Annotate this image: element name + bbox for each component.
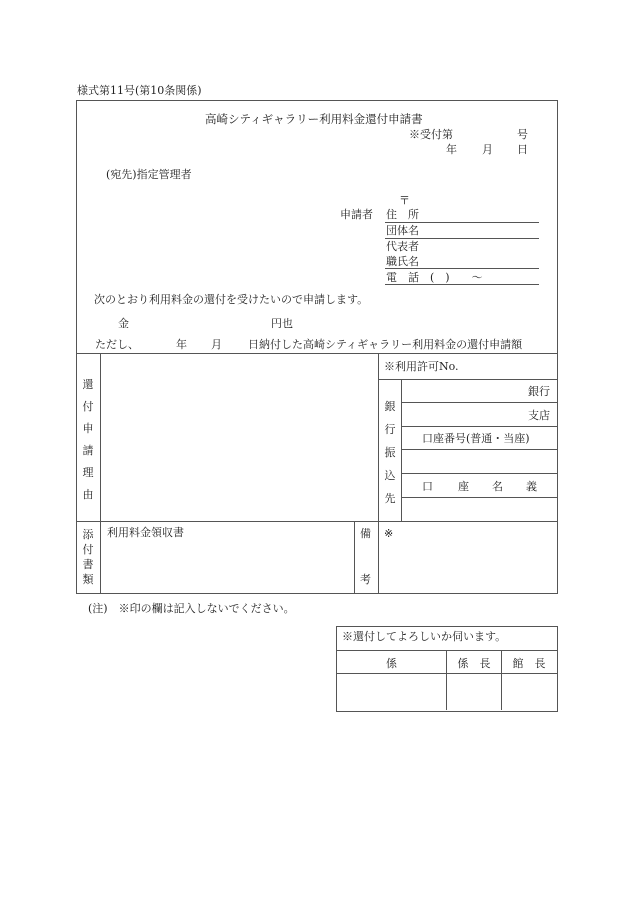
account-number-label: 口座番号(普通・当座) bbox=[422, 432, 530, 445]
form-number: 様式第11号(第10条関係) bbox=[77, 84, 202, 97]
phone-underline bbox=[385, 284, 539, 285]
proviso-prefix: ただし、 bbox=[95, 338, 139, 351]
bank-column-line bbox=[378, 353, 379, 593]
organization-field[interactable]: 団体名 bbox=[386, 224, 419, 237]
date-day: 日 bbox=[517, 143, 528, 156]
form-title: 高崎シティギャラリー利用料金還付申請書 bbox=[205, 112, 423, 126]
title-name-underline bbox=[385, 268, 539, 269]
reason-char: 付 bbox=[82, 400, 94, 413]
approval-header: ※還付してよろしいか伺います。 bbox=[342, 630, 507, 643]
account-number-value-line bbox=[401, 473, 557, 474]
amount-prefix: 金 bbox=[118, 317, 129, 330]
account-number-field[interactable] bbox=[402, 450, 556, 472]
phone-field[interactable]: 電 話 ( ) ～ bbox=[386, 271, 483, 284]
branch-name-field[interactable]: 支店 bbox=[528, 409, 550, 422]
bank-char: 先 bbox=[384, 492, 396, 505]
proviso-text: 日納付した高崎シティギャラリー利用料金の還付申請額 bbox=[248, 338, 523, 351]
attachments-label bbox=[80, 527, 96, 587]
bank-name-field[interactable]: 銀行 bbox=[528, 385, 550, 398]
permit-number: ※利用許可No. bbox=[384, 360, 459, 373]
reason-input-area[interactable] bbox=[102, 355, 377, 520]
attachments-char: 付 bbox=[82, 543, 94, 556]
bank-char: 込 bbox=[384, 469, 396, 482]
remarks-label-bottom: 考 bbox=[360, 573, 371, 586]
reason-char: 理 bbox=[82, 466, 94, 479]
receipt-number-suffix: 号 bbox=[517, 128, 528, 141]
section-divider bbox=[76, 353, 557, 354]
permit-divider bbox=[378, 379, 557, 380]
account-name-char: 口 bbox=[422, 480, 433, 493]
applicant-label: 申請者 bbox=[340, 208, 373, 221]
bank-char: 振 bbox=[384, 446, 396, 459]
bank-char: 行 bbox=[384, 423, 396, 436]
note: (注) ※印の欄は記入しないでください。 bbox=[88, 602, 295, 615]
account-name-char: 義 bbox=[526, 480, 537, 493]
bank-row-line bbox=[401, 402, 557, 403]
reason-char: 還 bbox=[82, 378, 94, 391]
account-name-char: 座 bbox=[458, 480, 469, 493]
title-name-field[interactable]: 職氏名 bbox=[386, 255, 419, 268]
label-column-line bbox=[100, 353, 101, 593]
proviso-year: 年 bbox=[176, 338, 187, 351]
statement: 次のとおり利用料金の還付を受けたいので申請します。 bbox=[94, 293, 369, 306]
reason-char: 由 bbox=[82, 488, 94, 501]
attachment-item: 利用料金領収書 bbox=[107, 526, 184, 539]
approval-col-chief: 係 長 bbox=[457, 657, 491, 670]
reason-char: 申 bbox=[82, 422, 94, 435]
remarks-mark: ※ bbox=[384, 527, 394, 540]
approval-col-staff: 係 bbox=[386, 657, 397, 670]
attachments-char: 書 bbox=[82, 558, 94, 571]
bank-char: 銀 bbox=[384, 400, 396, 413]
remarks-column-line bbox=[354, 521, 355, 593]
amount-suffix: 円也 bbox=[271, 317, 293, 330]
proviso-month: 月 bbox=[211, 338, 222, 351]
address-field[interactable]: 住 所 bbox=[386, 208, 419, 221]
account-name-char: 名 bbox=[492, 480, 503, 493]
receipt-number-prefix: ※受付第 bbox=[409, 128, 453, 141]
approval-col-director: 館 長 bbox=[512, 657, 546, 670]
attachments-divider bbox=[76, 521, 557, 522]
postal-mark: 〒 bbox=[399, 194, 410, 207]
attachments-char: 類 bbox=[82, 573, 94, 586]
representative-label: 代表者 bbox=[386, 240, 419, 253]
addressee: (宛先)指定管理者 bbox=[106, 168, 192, 181]
reason-char: 請 bbox=[82, 444, 94, 457]
date-year: 年 bbox=[446, 143, 457, 156]
attachments-char: 添 bbox=[82, 528, 94, 541]
reason-label bbox=[80, 374, 96, 506]
branch-row-line bbox=[401, 426, 557, 427]
organization-underline bbox=[385, 238, 539, 239]
remarks-label-top: 備 bbox=[360, 527, 371, 540]
account-name-field[interactable] bbox=[402, 498, 556, 520]
address-underline bbox=[385, 222, 539, 223]
date-month: 月 bbox=[482, 143, 493, 156]
bank-transfer-label bbox=[382, 395, 398, 510]
